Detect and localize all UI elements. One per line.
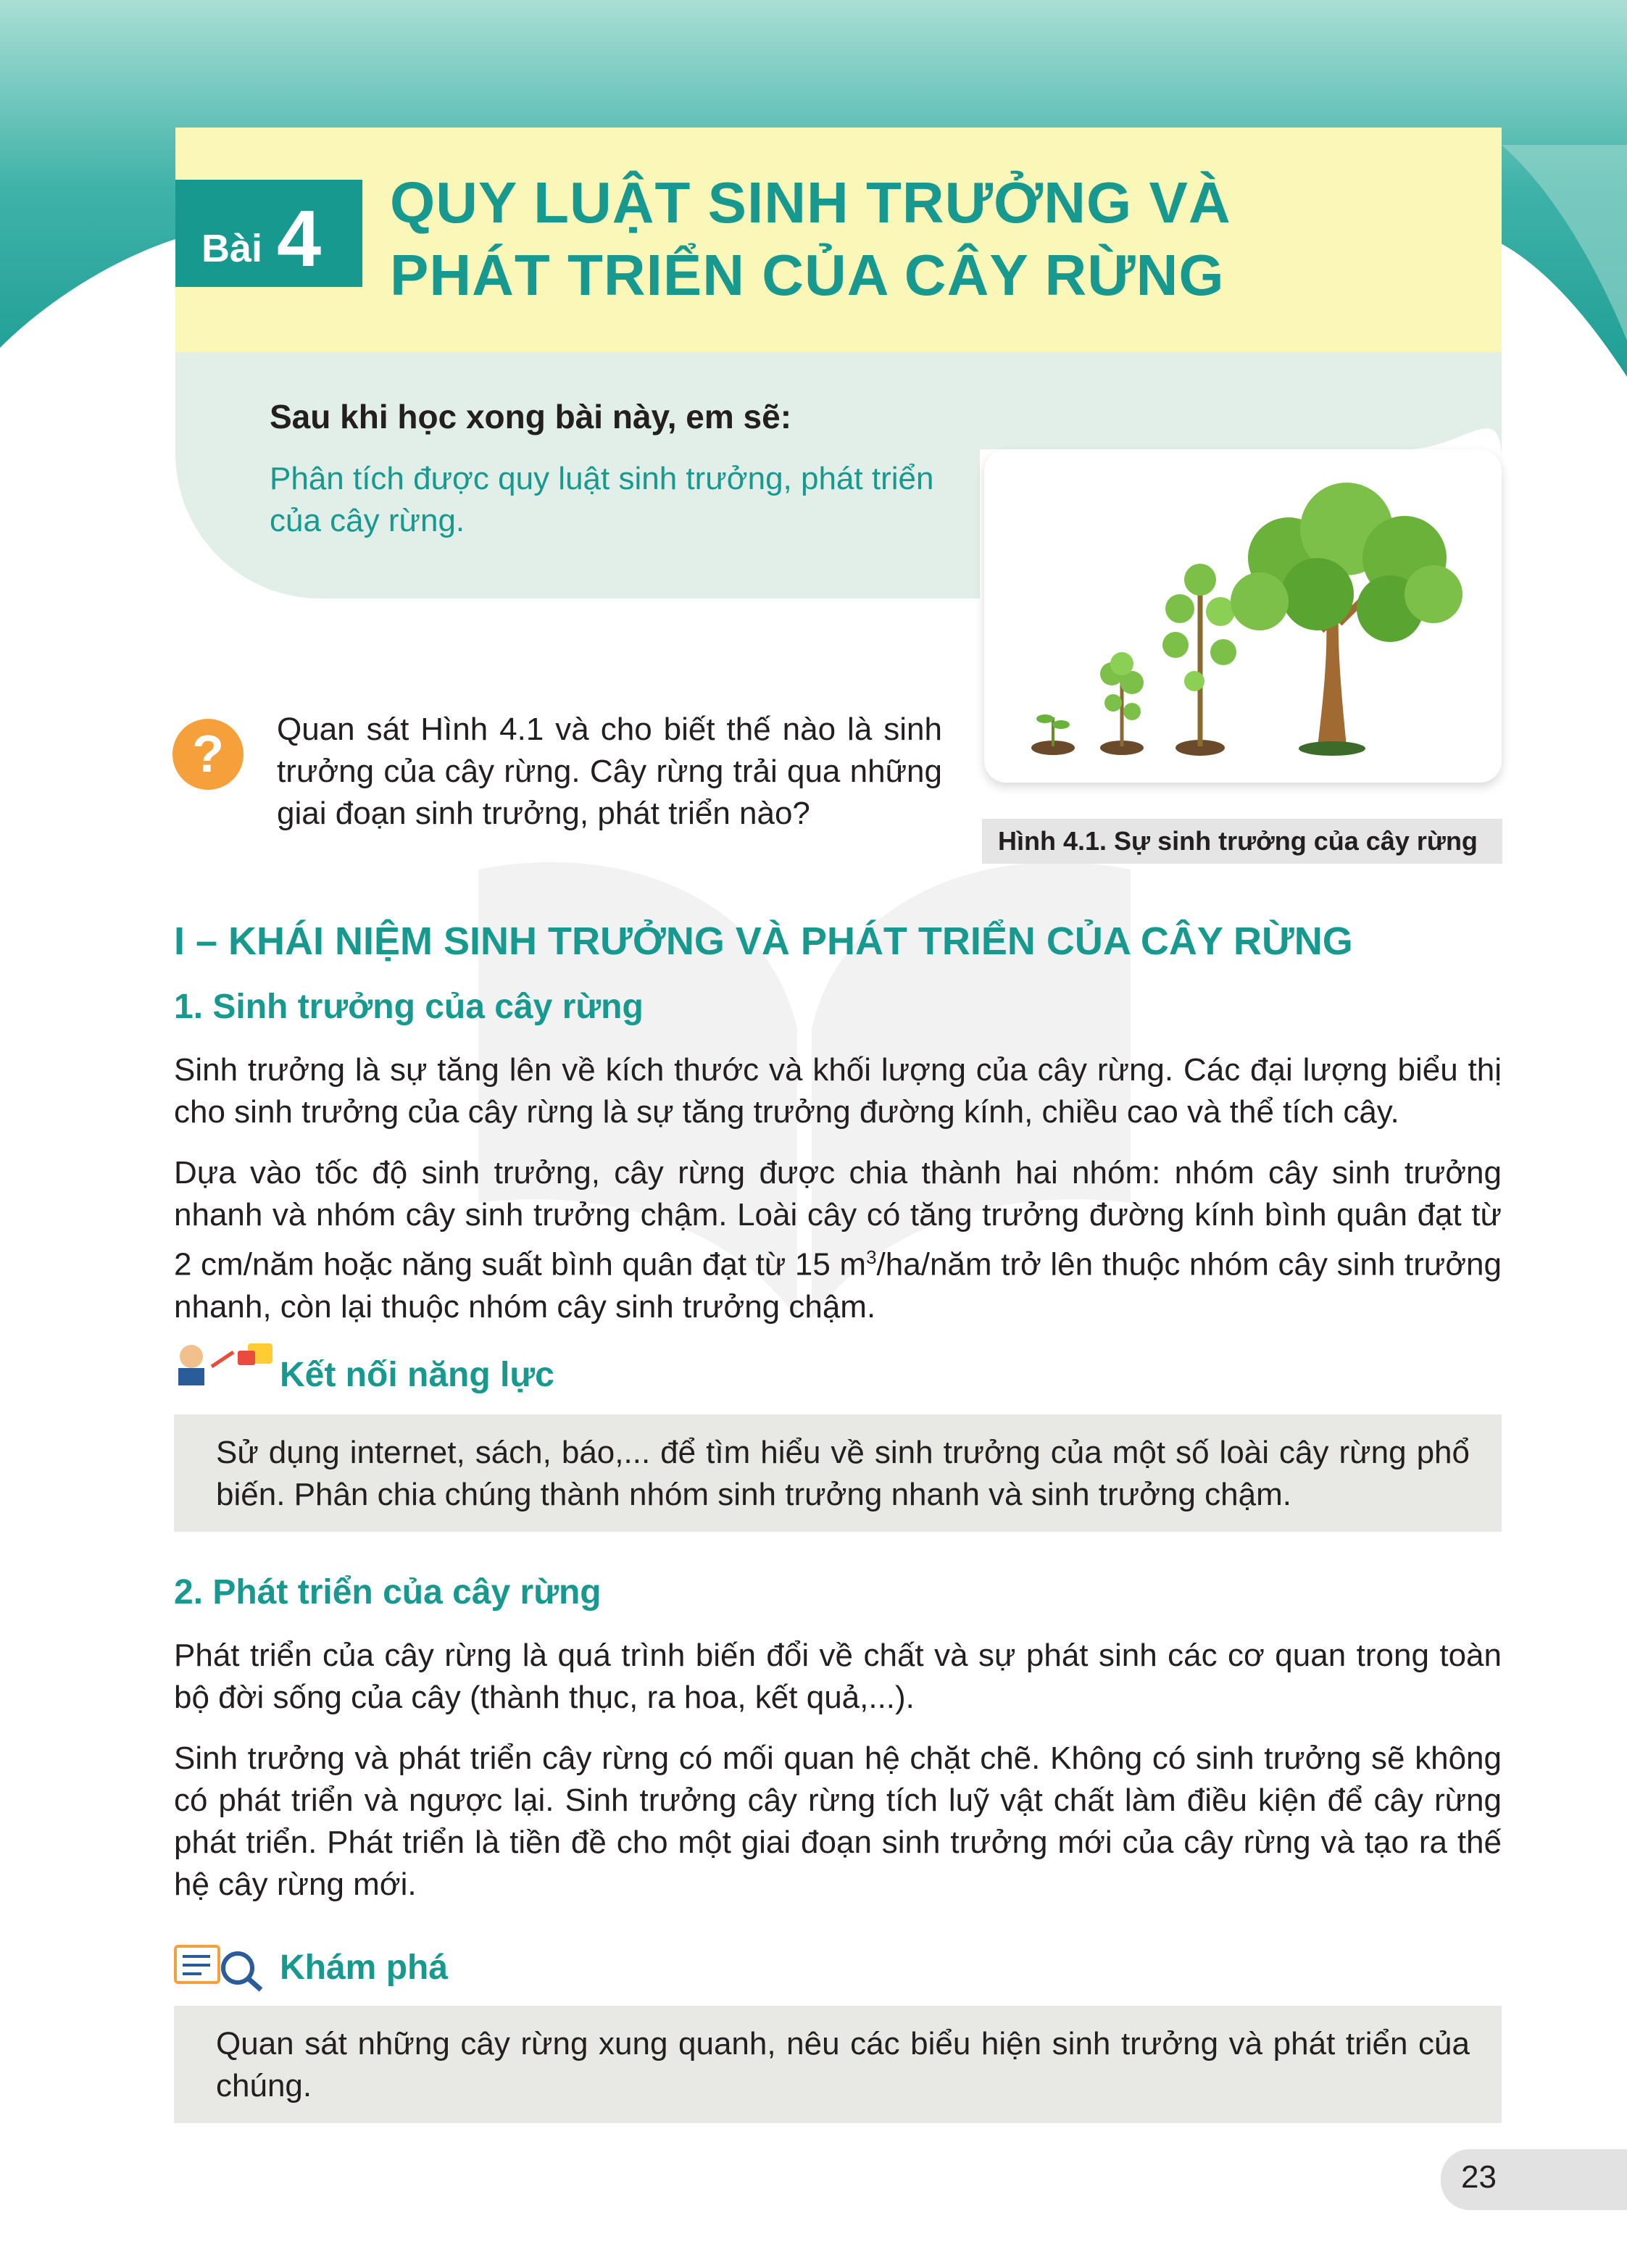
tree-growth-illustration — [984, 449, 1502, 783]
lesson-badge — [175, 180, 362, 287]
lesson-number: 4 — [277, 194, 322, 283]
objectives-heading: Sau khi học xong bài này, em sẽ: — [270, 398, 792, 435]
connect-ability-text: Sử dụng internet, sách, báo,... để tìm hiểu về sinh trưởng của một số loài cây rừng phổ biến. Phân chia chúng thành nhóm sinh trưởng nhanh và sinh trưởng chậm. — [216, 1435, 1470, 1512]
explore-box — [174, 2006, 1502, 2123]
lesson-word: Bài — [201, 227, 263, 270]
paragraph-growth-definition: Sinh trưởng là sự tăng lên về kích thước và khối lượng của cây rừng. Các đại lượng biểu thị cho sinh trưởng của cây rừng là sự tăng trưởng đường kính, chiều cao và thể tích cây. — [174, 1052, 1502, 1130]
figure-tree-growth — [984, 449, 1502, 783]
connect-ability-title: Kết nối năng lực — [280, 1356, 554, 1394]
lesson-title-line1: QUY LUẬT SINH TRƯỞNG VÀ — [390, 170, 1231, 235]
subsection-1-title: 1. Sinh trưởng của cây rừng — [174, 988, 644, 1026]
subsection-2-title: 2. Phát triển của cây rừng — [174, 1573, 602, 1612]
paragraph-development-definition: Phát triển của cây rừng là quá trình biến đổi về chất và sự phát sinh các cơ quan trong toàn bộ đời sống của cây (thành thục, ra hoa, kết quả,...). — [174, 1638, 1502, 1715]
objectives-box-tab — [971, 352, 1502, 461]
objectives-text: Phân tích được quy luật sinh trưởng, phát triển của cây rừng. — [270, 461, 934, 538]
question-icon: ? — [172, 719, 244, 790]
connect-ability-box — [174, 1414, 1502, 1532]
lesson-title-line2: PHÁT TRIỂN CỦA CÂY RỪNG — [390, 243, 1225, 307]
paragraph-growth-groups: Dựa vào tốc độ sinh trưởng, cây rừng được chia thành hai nhóm: nhóm cây sinh trưởng nhanh và nhóm cây sinh trưởng chậm. Loài cây có tăng trưởng đường kính bình quân đạt từ 2 cm/năm hoặc năng suất bình quân đạt từ 15 $m^3/ha$/năm trở lên thuộc nhóm cây sinh trưởng nhanh, còn lại thuộc nhóm cây sinh trưởng chậm. — [174, 1155, 1502, 1325]
connect-ability-icon — [171, 1338, 280, 1388]
explore-title: Khám phá — [280, 1948, 449, 1987]
page-number: 23 — [1461, 2159, 1497, 2195]
section-title: I – KHÁI NIỆM SINH TRƯỞNG VÀ PHÁT TRIỂN CỦA CÂY RỪNG — [174, 920, 1353, 963]
question-text: Quan sát Hình 4.1 và cho biết thế nào là sinh trưởng của cây rừng. Cây rừng trải qua những giai đoạn sinh trưởng, phát triển nào? — [277, 712, 942, 831]
lesson-title — [390, 167, 1441, 312]
explore-text: Quan sát những cây rừng xung quanh, nêu các biểu hiện sinh trưởng và phát triển của chúng. — [216, 2026, 1470, 2104]
paragraph-growth-development-relation: Sinh trưởng và phát triển cây rừng có mối quan hệ chặt chẽ. Không có sinh trưởng sẽ không có phát triển và ngược lại. Sinh trưởng cây rừng tích luỹ vật chất làm điều kiện để cây rừng phát triển. Phát triển là tiền đề cho một giai đoạn sinh trưởng mới của cây rừng và tạo ra thế hệ cây rừng mới. — [174, 1740, 1502, 1902]
explore-icon — [172, 1942, 267, 1993]
figure-caption: Hình 4.1. Sự sinh trưởng của cây rừng — [982, 819, 1502, 864]
